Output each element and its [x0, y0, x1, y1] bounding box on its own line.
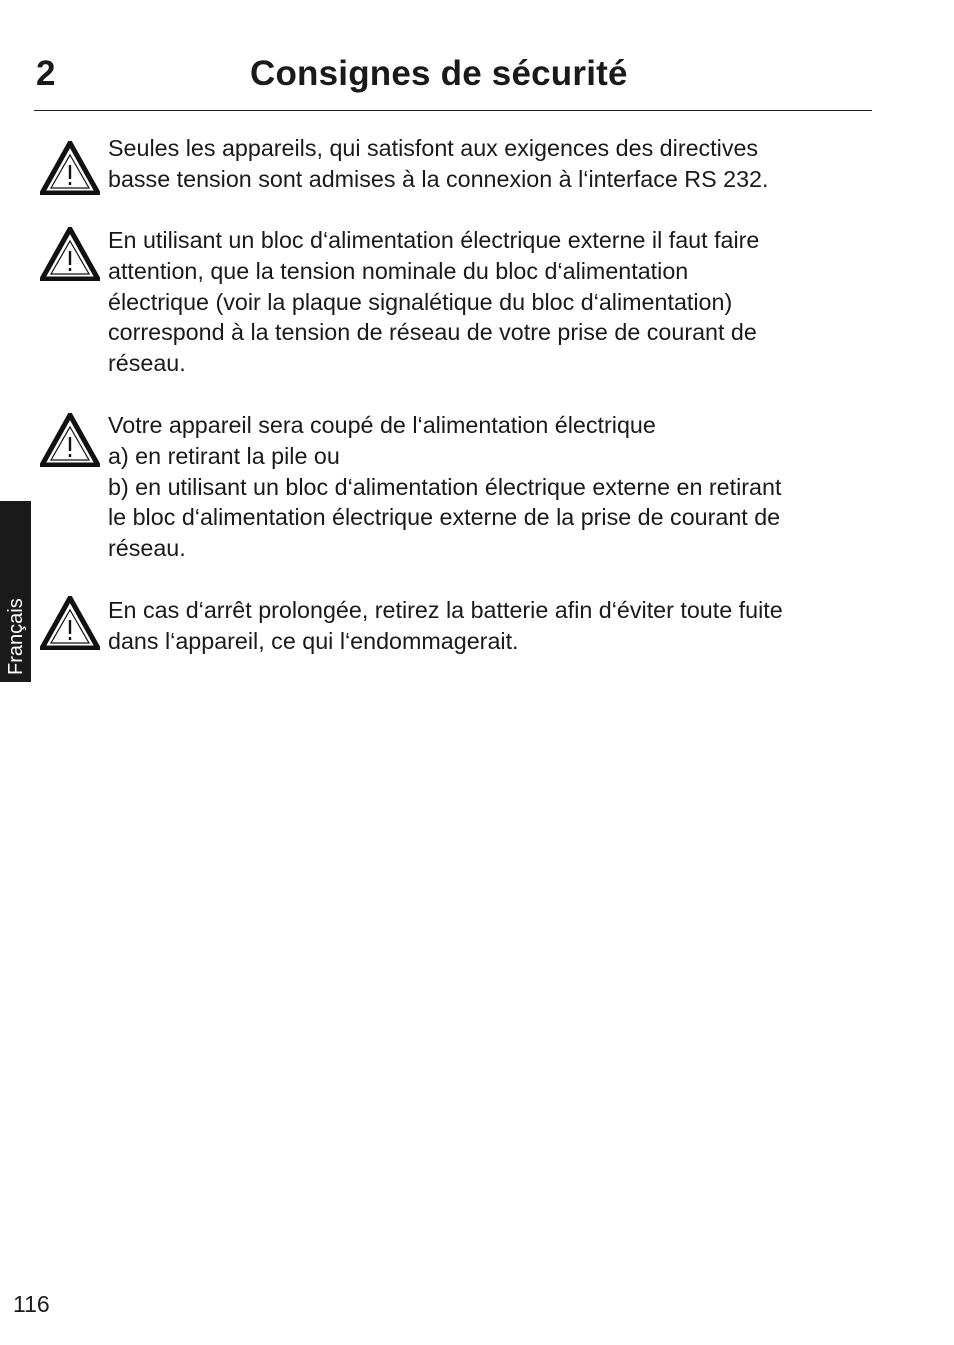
warning-triangle-icon: [40, 141, 100, 195]
warning-text: Votre appareil sera coupé de l‘alimentation électrique a) en retirant la pile ou b) en utilisant un bloc d‘alimentation électrique externe en retirant le bloc d‘alimentation électrique externe de la prise de courant de réseau.: [108, 412, 782, 562]
warning-triangle-icon: [40, 596, 100, 650]
section-title: Consignes de sécurité: [250, 54, 628, 93]
warning-triangle-icon: [40, 227, 100, 281]
warning-text: Seules les appareils, qui satisfont aux exigences des directives basse tension sont admises à la connexion à l‘interface RS 232.: [108, 135, 769, 192]
section-header: [34, 52, 872, 111]
warning-triangle-icon: [40, 413, 100, 467]
section-number: 2: [36, 54, 56, 93]
page-number: 116: [13, 1291, 50, 1317]
language-tab-label: Français: [5, 598, 27, 675]
warning-text: En utilisant un bloc d‘alimentation électrique externe il faut faire attention, que la tension nominale du bloc d‘alimentation électrique (voir la plaque signalétique du bloc d‘alimentation) correspond à la tension de réseau de votre prise de courant de réseau.: [108, 227, 760, 377]
warning-text: En cas d‘arrêt prolongée, retirez la batterie afin d‘éviter toute fuite dans l‘appareil, ce qui l‘endommagerait.: [108, 597, 783, 654]
